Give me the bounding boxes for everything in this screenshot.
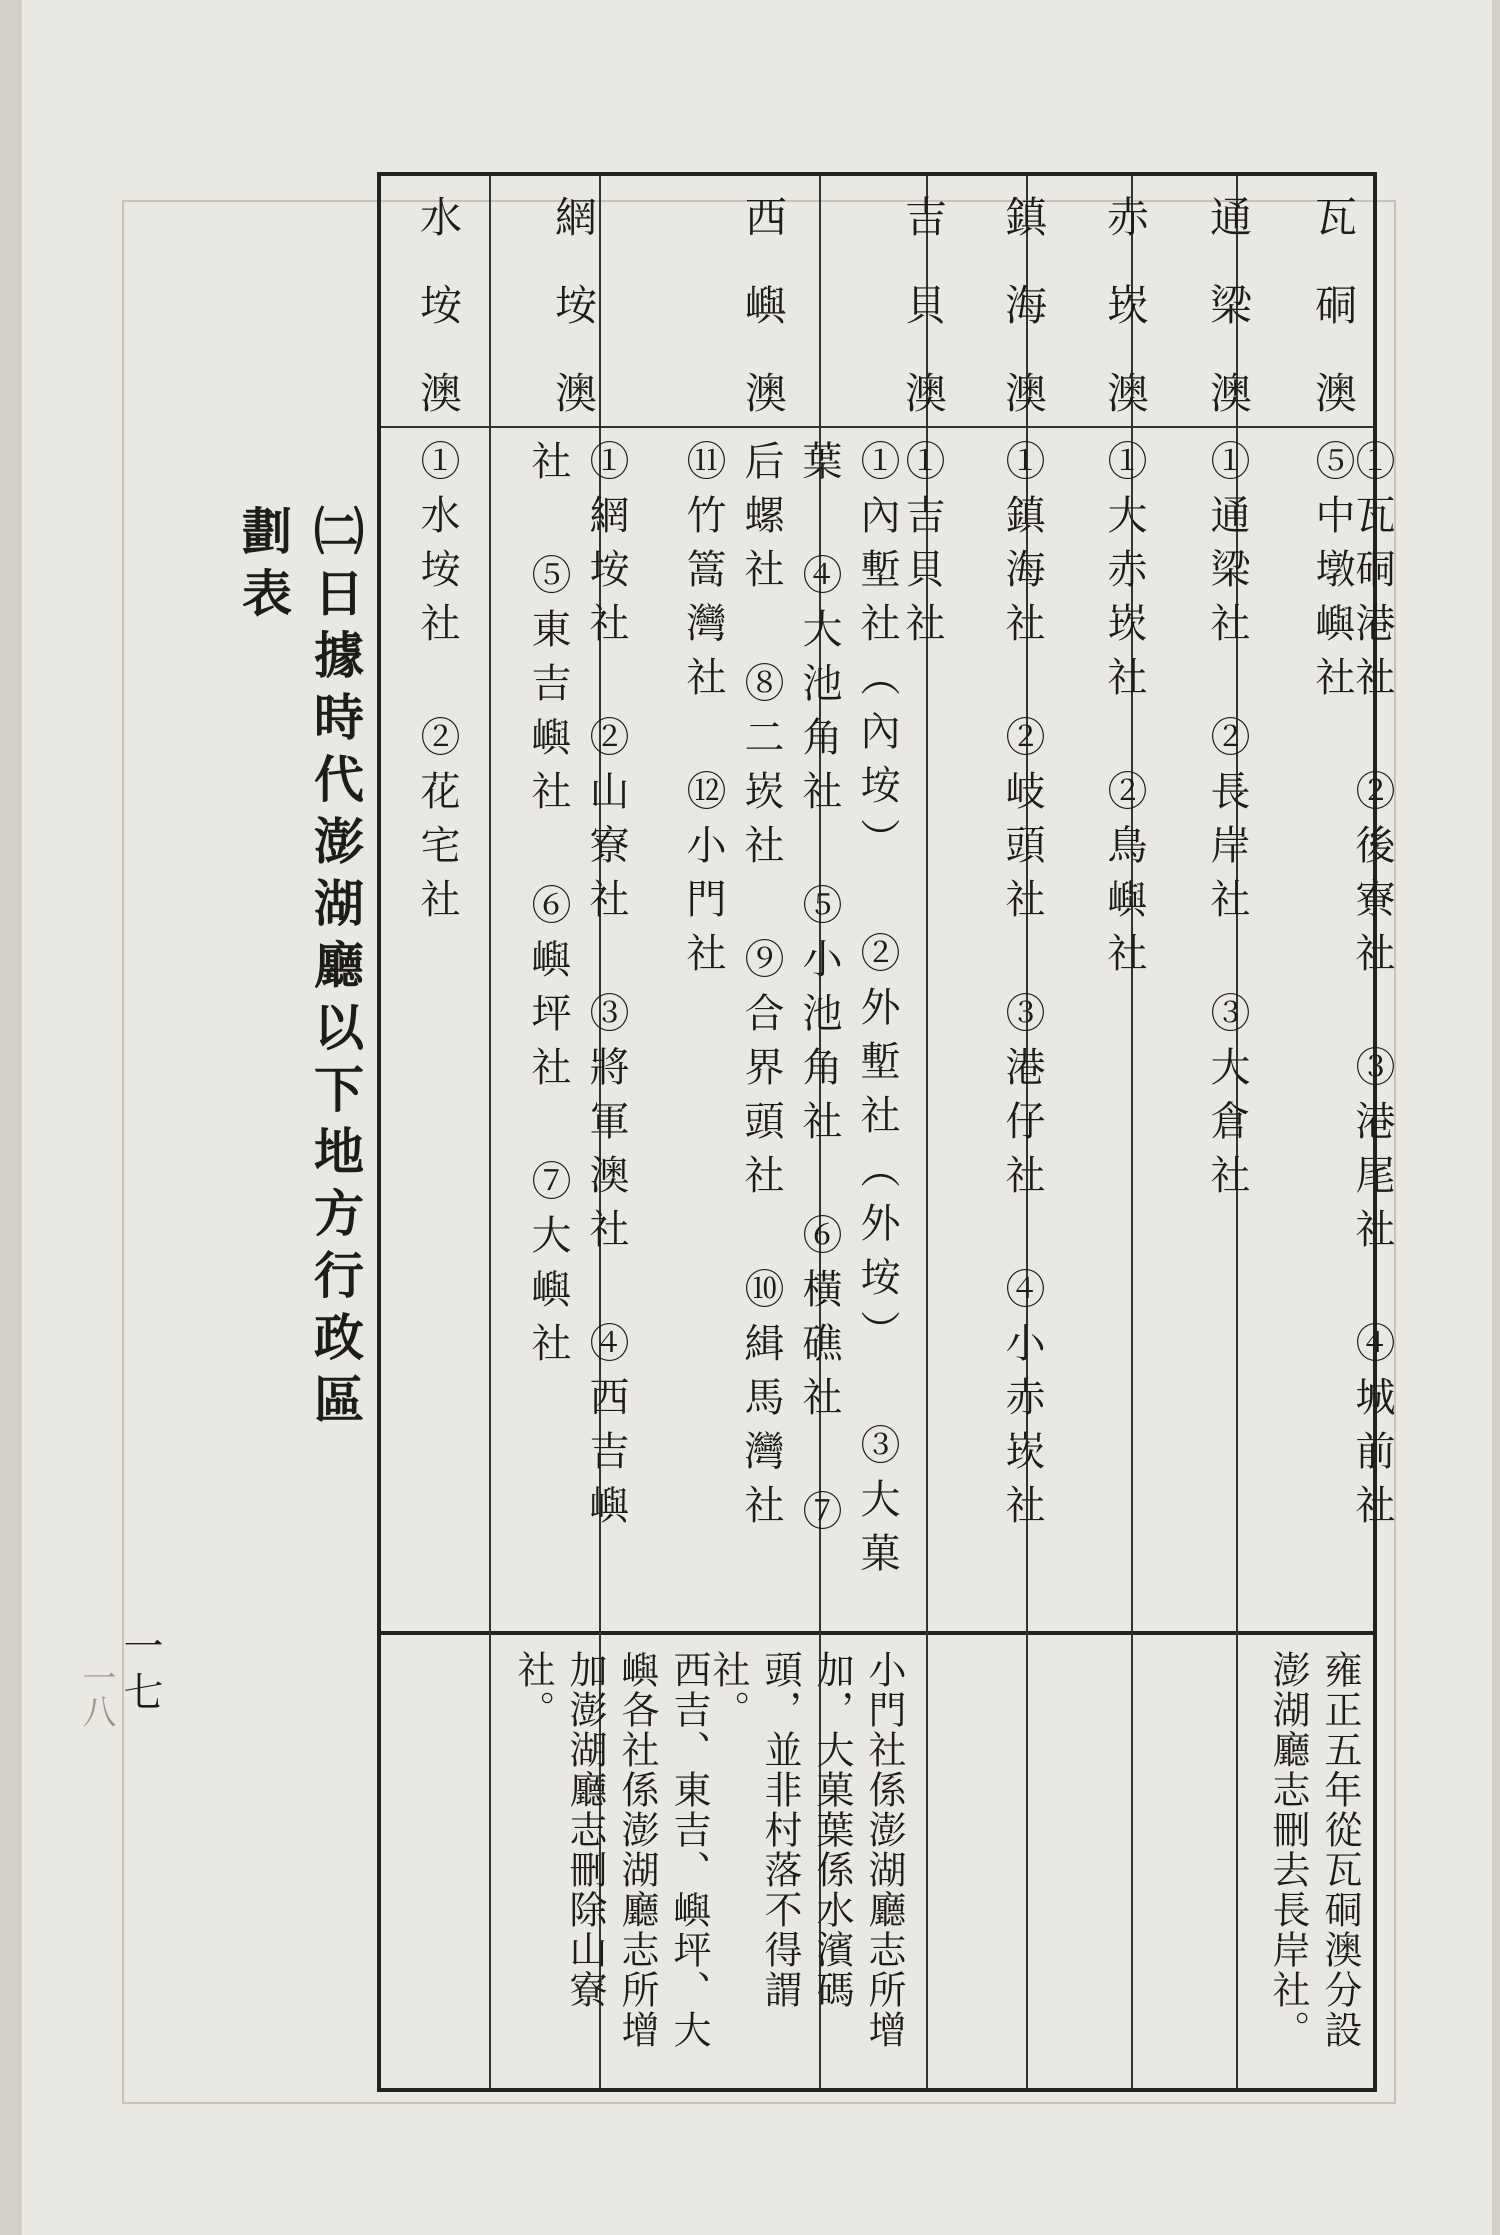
district-note: 小門社係澎湖廳志所增加，大菓葉係水濱碼頭，並非村落不得謂社。 [706,1650,906,2050]
district-note: 雍正五年從瓦硐澳分設澎湖廳志刪去長岸社。 [1266,1650,1362,2050]
district-note: 西吉、東吉、嶼坪、大嶼各社係澎湖廳志所增加澎湖廳志刪除山寮社。 [511,1650,711,2050]
page-title: ㈡日據時代澎湖廳以下地方行政區劃表 [234,505,365,1435]
village-list: ①內塹社（內垵） ②外塹社（外垵） ③大菓葉 ④大池角社 ⑤小池角社 ⑥橫礁社 ⑦后螺社 ⑧二崁社 ⑨合界頭社 ⑩緝馬灣社 ⑪竹篙灣社 ⑫小門社 [680,440,900,1586]
document-page [22,0,1492,2235]
page-number-bleed: 一八 [76,1660,116,1728]
village-list: ①網垵社 ②山寮社 ③將軍澳社 ④西吉嶼社 ⑤東吉嶼社 ⑥嶼坪社 ⑦大嶼社 [525,440,629,1538]
district-name: 水垵澳 [414,195,463,459]
district-name: 網垵澳 [549,195,598,459]
district-name: 西嶼澳 [739,195,788,459]
village-list: ①鎮海社 ②岐頭社 ③港仔社 ④小赤崁社 [999,440,1045,1538]
district-name: 瓦硐澳 [1309,195,1358,459]
village-list: ①吉貝社 [899,440,945,656]
village-list: ①水垵社 ②花宅社 [414,440,460,932]
village-list: ①瓦硐港社 ②後寮社 ③港尾社 ④城前社 ⑤中墩嶼社 [1309,440,1395,1538]
page-number: 一七 [117,1625,163,1717]
district-name: 通梁澳 [1204,195,1253,459]
district-name: 赤崁澳 [1101,195,1150,459]
village-list: ①通梁社 ②長岸社 ③大倉社 [1204,440,1250,1208]
district-name: 吉貝澳 [899,195,948,459]
village-list: ①大赤崁社 ②鳥嶼社 [1101,440,1147,986]
district-name: 鎮海澳 [999,195,1048,459]
